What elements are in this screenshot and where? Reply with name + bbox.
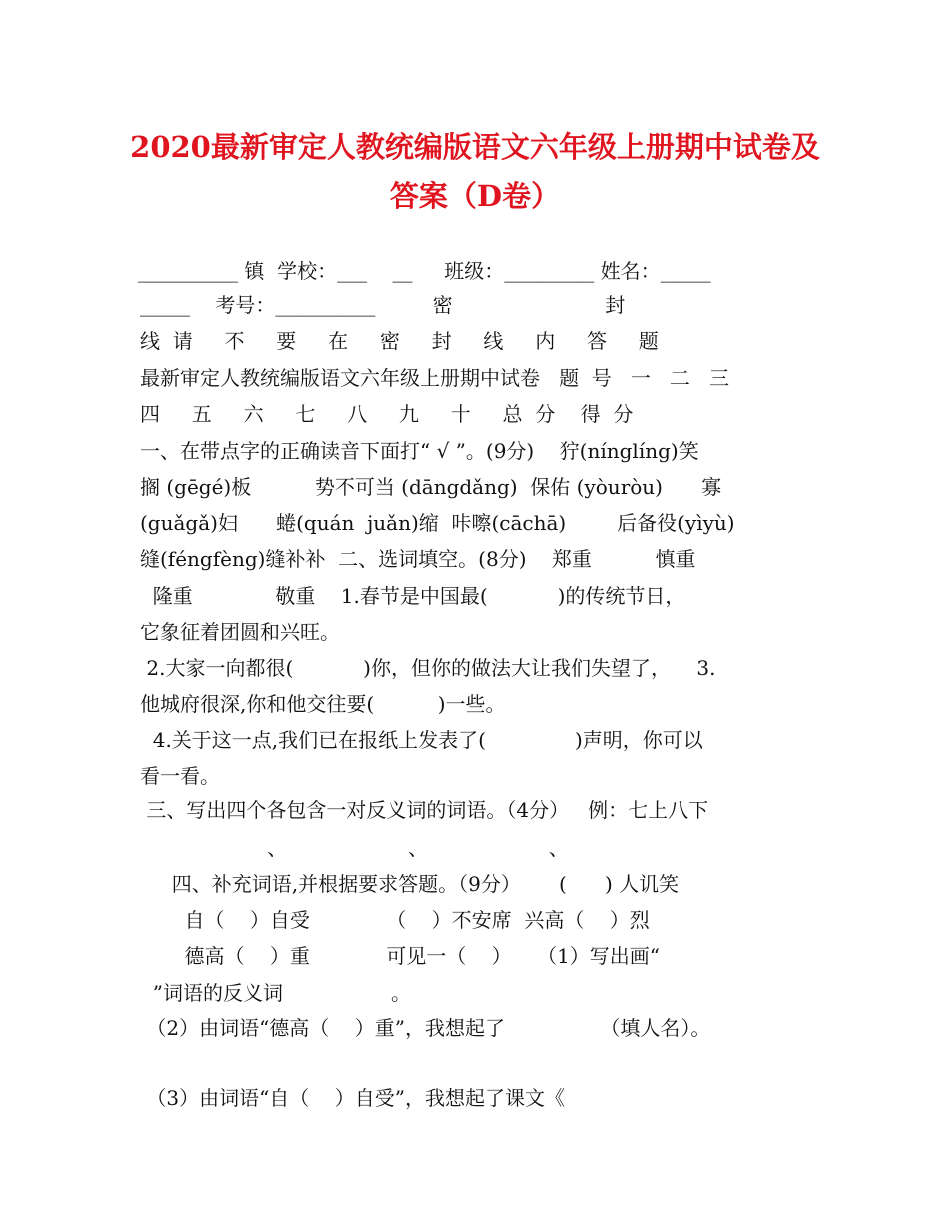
exam-title-line-2: 答案（D卷）: [389, 179, 561, 213]
text-line-11: 它象征着团圆和兴旺。: [140, 620, 340, 644]
text-line-7: 搁 (gēgé)板 势不可当 (dāngdǎng) 保佑 (yòuròu) 寡: [140, 475, 722, 499]
text-line-2: _____ 考号：__________ 密 封: [140, 293, 626, 317]
text-line-9: 缝(féngfèng)缝补补 二、选词填空。(8分) 郑重 慎重: [140, 547, 696, 571]
text-line-16: 三、写出四个各包含一对反义词的词语。（4分） 例：七上八下: [140, 798, 709, 822]
text-line-21: ”词语的反义词 。: [140, 981, 412, 1005]
text-line-8: (guǎgǎ)妇 蜷(quán juǎn)缩 咔嚓(cāchā) 后备役(yìyù): [140, 511, 735, 535]
text-line-3: 线 请 不 要 在 密 封 线 内 答 题: [140, 329, 659, 353]
text-line-5: 四 五 六 七 八 九 十 总 分 得 分: [140, 402, 634, 426]
text-line-12: 2.大家一向都很( )你，但你的做法大让我们失望了， 3.: [140, 656, 716, 680]
text-line-19: 自（ ）自受 （ ）不安席 兴高（ ）烈: [140, 908, 650, 932]
text-line-6: 一、在带点字的正确读音下面打“ √ ”。(9分) 狞(nínglíng)笑: [140, 439, 699, 463]
text-line-18: 四、补充词语,并根据要求答题。（9分） ( ) 人讥笑: [140, 872, 680, 896]
exam-title-line-1: 2020最新审定人教统编版语文六年级上册期中试卷及: [130, 130, 820, 164]
text-line-22: （2）由词语“德高（ ）重”，我想起了 （填人名）。: [140, 1016, 711, 1040]
text-line-17: 、 、 、: [140, 836, 569, 860]
text-line-13: 他城府很深,你和他交往要( )一些。: [140, 692, 506, 716]
text-line-10: 隆重 敬重 1.春节是中国最( )的传统节日，: [140, 584, 686, 608]
text-line-24: （3）由词语“自（ ）自受”，我想起了课文《: [140, 1086, 565, 1110]
text-line-20: 德高（ ）重 可见一（ ） （1）写出画“: [140, 944, 661, 968]
text-line-1: __________ 镇 学校：___ __ 班级：_________ 姓名：_____: [138, 259, 711, 283]
text-line-15: 看一看。: [140, 764, 220, 788]
text-line-14: 4.关于这一点,我们已在报纸上发表了( )声明，你可以: [140, 728, 703, 752]
text-line-4: 最新审定人教统编版语文六年级上册期中试卷 题 号 一 二 三: [140, 366, 730, 390]
